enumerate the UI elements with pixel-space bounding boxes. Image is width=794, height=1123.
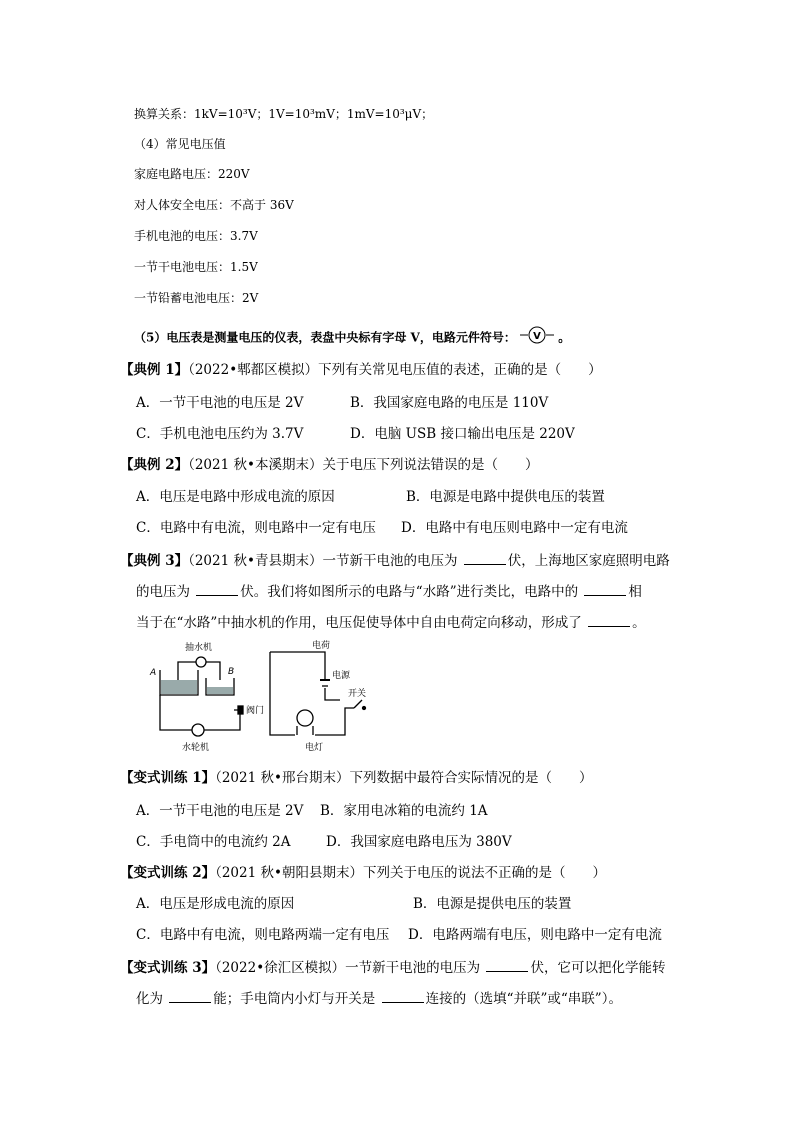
figure-pump-label: 抽水机: [185, 643, 213, 653]
example-3-tag: 【典例 3】: [120, 553, 189, 569]
example-3-stem-line-3: [136, 612, 646, 633]
figure-label-a: A: [150, 668, 157, 678]
figure-turbine-label: 水轮机: [182, 743, 210, 753]
figure-valve-label: 阀门: [246, 706, 265, 716]
training-3-stem-line-2: [136, 988, 622, 1009]
training-2-stem: [120, 863, 606, 883]
figure-charge-label: 电荷: [312, 641, 331, 651]
training-1-option-c: C．手电筒中的电流约 2A: [136, 834, 291, 850]
training-1-tag: 【变式训练 1】: [120, 770, 216, 786]
example-3-blank-1[interactable]: [464, 550, 506, 565]
training-3-blank-1[interactable]: [486, 957, 528, 972]
training-1-option-b: B．家用电冰箱的电流约 1A: [320, 803, 488, 819]
training-3-text-1b: 伏，它可以把化学能转: [530, 960, 666, 976]
example-2-option-c: C．电路中有电流，则电路中一定有电压: [136, 520, 376, 536]
voltmeter-line: [134, 326, 570, 350]
example-3-blank-2[interactable]: [196, 581, 238, 596]
example-3-text-2c: 相: [628, 584, 642, 600]
example-3-text-1b: 伏，上海地区家庭照明电路: [507, 553, 670, 569]
example-2-tag: 【典例 2】: [120, 457, 189, 473]
common-value-lead-acid: 一节铅蓄电池电压：2V: [134, 291, 259, 305]
example-1-option-d: D．电脑 USB 接口输出电压是 220V: [350, 426, 575, 442]
training-1-question: （2021 秋•邢台期末）下列数据中最符合实际情况的是（ ）: [215, 770, 593, 786]
example-2-question: （2021 秋•本溪期末）关于电压下列说法错误的是（ ）: [188, 457, 539, 473]
voltmeter-symbol-icon: [520, 326, 554, 350]
common-value-household: 家庭电路电压：220V: [134, 167, 250, 181]
example-1-stem: [120, 360, 602, 380]
example-3-text-2a: 的电压为: [136, 584, 190, 600]
common-value-safe: 对人体安全电压：不高于 36V: [134, 198, 294, 212]
example-3-text-3b: 。: [632, 615, 646, 631]
figure-lamp-label: 电灯: [305, 743, 324, 753]
example-1-question: （2022•郫都区模拟）下列有关常见电压值的表述，正确的是（ ）: [188, 362, 602, 378]
figure-source-label: 电源: [332, 671, 351, 681]
example-3-text-3a: 当于在“水路”中抽水机的作用，电压促使导体中自由电荷定向移动，形成了: [136, 615, 582, 631]
example-2-option-a: A．电压是电路中形成电流的原因: [136, 489, 335, 505]
training-3-blank-2[interactable]: [169, 988, 211, 1003]
figure-label-b: B: [228, 667, 235, 677]
training-2-option-d: D．电路两端有电压，则电路中一定有电流: [408, 927, 662, 943]
common-value-dry-cell: 一节干电池电压：1.5V: [134, 260, 258, 274]
training-2-option-a: A．电压是形成电流的原因: [136, 896, 295, 912]
example-3-stem-line-2: [136, 581, 642, 602]
figure-switch-label: 开关: [348, 689, 367, 699]
training-1-stem: [120, 768, 592, 788]
training-3-tag: 【变式训练 3】: [120, 960, 216, 976]
example-1-option-b: B．我国家庭电路的电压是 110V: [350, 395, 549, 411]
example-2-option-b: B．电源是电路中提供电压的装置: [406, 489, 605, 505]
training-2-question: （2021 秋•朝阳县期末）下列关于电压的说法不正确的是（ ）: [215, 865, 606, 881]
training-3-blank-3[interactable]: [382, 988, 424, 1003]
conversion-line: 换算关系：1kV=10³V；1V=10³mV；1mV=10³μV；: [134, 107, 434, 121]
common-voltage-heading: （4）常见电压值: [134, 137, 226, 151]
example-3-text-1a: （2021 秋•青县期末）一节新干电池的电压为: [188, 553, 458, 569]
example-3-text-2b: 伏。我们将如图所示的电路与“水路”进行类比，电路中的: [240, 584, 579, 600]
training-2-option-c: C．电路中有电流，则电路两端一定有电压: [136, 927, 390, 943]
analogy-figure: [140, 640, 380, 756]
training-1-option-a: A．一节干电池的电压是 2V: [136, 803, 304, 819]
training-1-option-d: D．我国家庭电路电压为 380V: [326, 834, 512, 850]
example-2-stem: [120, 455, 538, 475]
common-value-phone: 手机电池的电压：3.7V: [134, 229, 258, 243]
training-3-text-2a: 化为: [136, 991, 163, 1007]
training-3-text-1a: （2022•徐汇区模拟）一节新干电池的电压为: [215, 960, 481, 976]
voltmeter-end: 。: [558, 330, 571, 345]
training-3-stem-line-1: [120, 957, 665, 978]
example-1-option-a: A．一节干电池的电压是 2V: [136, 395, 304, 411]
example-3-blank-4[interactable]: [588, 612, 630, 627]
example-3-stem-line-1: [120, 550, 670, 571]
example-2-option-d: D．电路中有电压则电路中一定有电流: [401, 520, 628, 536]
example-1-option-c: C．手机电池电压约为 3.7V: [136, 426, 304, 442]
training-2-option-b: B．电源是提供电压的装置: [413, 896, 572, 912]
training-2-tag: 【变式训练 2】: [120, 865, 216, 881]
voltmeter-text: （5）电压表是测量电压的仪表，表盘中央标有字母 V，电路元件符号：: [134, 330, 516, 345]
training-3-text-2c: 连接的（选填“并联”或“串联”）。: [425, 991, 622, 1007]
training-3-text-2b: 能；手电筒内小灯与开关是: [213, 991, 376, 1007]
example-3-blank-3[interactable]: [584, 581, 626, 596]
example-1-tag: 【典例 1】: [120, 362, 189, 378]
svg-text:V: V: [533, 331, 541, 342]
